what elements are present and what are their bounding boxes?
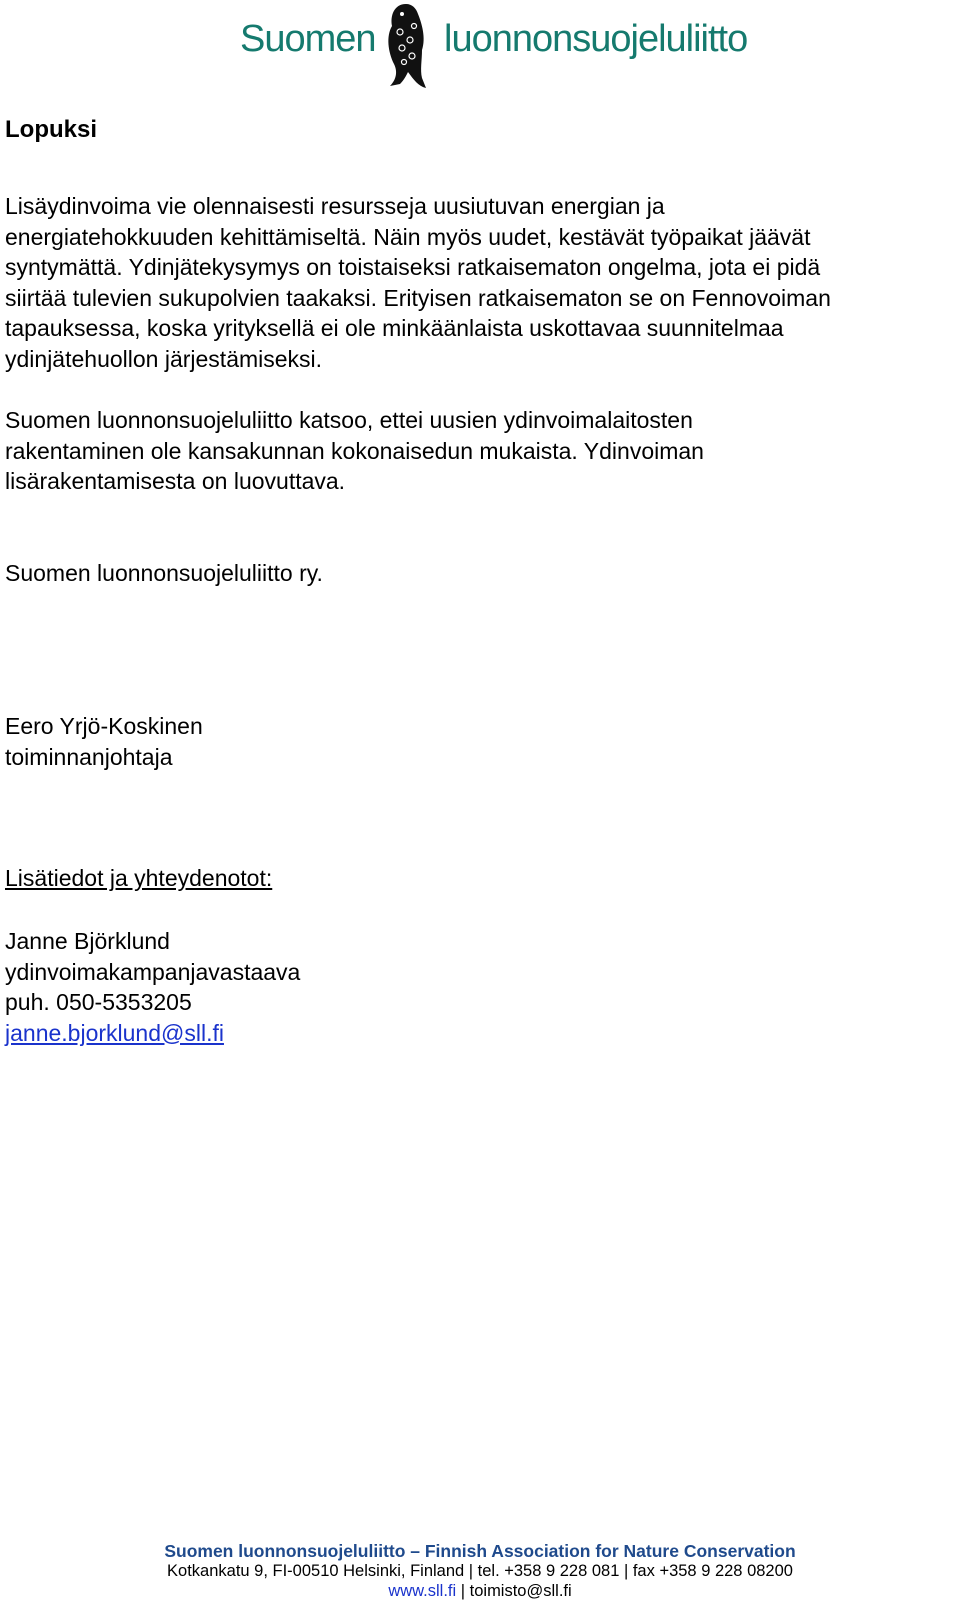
seal-logo-icon bbox=[372, 0, 444, 90]
paragraph-line: energiatehokkuuden kehittämiseltä. Näin myös uudet, kestävät työpaikat jäävät bbox=[5, 223, 811, 250]
paragraph-1 bbox=[5, 191, 831, 374]
signature-org-text: Suomen luonnonsuojeluliitto ry. bbox=[5, 560, 323, 586]
paragraph-line: rakentaminen ole kansakunnan kokonaisedun mukaista. Ydinvoiman bbox=[5, 437, 704, 464]
paragraph-line: siirtää tulevien sukupolvien taakaksi. Erityisen ratkaisematon se on Fennovoiman bbox=[5, 284, 831, 311]
logo-text-left: Suomen bbox=[240, 18, 376, 60]
contact-block bbox=[5, 926, 300, 1048]
footer-website-link[interactable]: www.sll.fi bbox=[388, 1582, 457, 1600]
signer-block bbox=[5, 711, 203, 772]
signature-org bbox=[5, 558, 323, 589]
signer-title: toiminnanjohtaja bbox=[5, 743, 173, 770]
footer-email: toimisto@sll.fi bbox=[469, 1582, 572, 1600]
footer-web bbox=[0, 1581, 960, 1601]
paragraph-line: Suomen luonnonsuojeluliitto katsoo, ettei uusien ydinvoimalaitosten bbox=[5, 407, 693, 433]
paragraph-line: lisärakentamisesta on luovuttava. bbox=[5, 468, 346, 494]
section-heading: Lopuksi bbox=[5, 116, 98, 143]
paragraph-line: ydinjätehuollon järjestämiseksi. bbox=[5, 345, 323, 372]
footer-separator: | bbox=[456, 1582, 470, 1600]
paragraph-line: Lisäydinvoima vie olennaisesti resursseja uusiutuvan energian ja bbox=[5, 193, 665, 219]
contact-title: ydinvoimakampanjavastaava bbox=[5, 958, 301, 985]
paragraph-line: tapauksessa, koska yrityksellä ei ole minkäänlaista uskottavaa suunnitelmaa bbox=[5, 315, 784, 341]
contact-phone: puh. 050-5353205 bbox=[5, 989, 192, 1015]
footer-org: Suomen luonnonsuojeluliitto – Finnish Association for Nature Conservation bbox=[164, 1541, 796, 1561]
signer-name: Eero Yrjö-Koskinen bbox=[5, 713, 203, 739]
contact-heading: Lisätiedot ja yhteydenotot: bbox=[5, 865, 273, 891]
paragraph-2 bbox=[5, 405, 704, 497]
contact-name: Janne Björklund bbox=[5, 928, 170, 954]
footer-address: Kotkankatu 9, FI-00510 Helsinki, Finland | tel. +358 9 228 081 | fax +358 9 228 08200 bbox=[167, 1562, 793, 1580]
header-logo bbox=[0, 0, 960, 92]
paragraph-line: syntymättä. Ydinjätekysymys on toistaiseksi ratkaisematon ongelma, jota ei pidä bbox=[5, 254, 821, 280]
contact-email-link[interactable]: janne.bjorklund@sll.fi bbox=[5, 1019, 224, 1046]
logo-text-right: luonnonsuojeluliitto bbox=[444, 18, 748, 60]
